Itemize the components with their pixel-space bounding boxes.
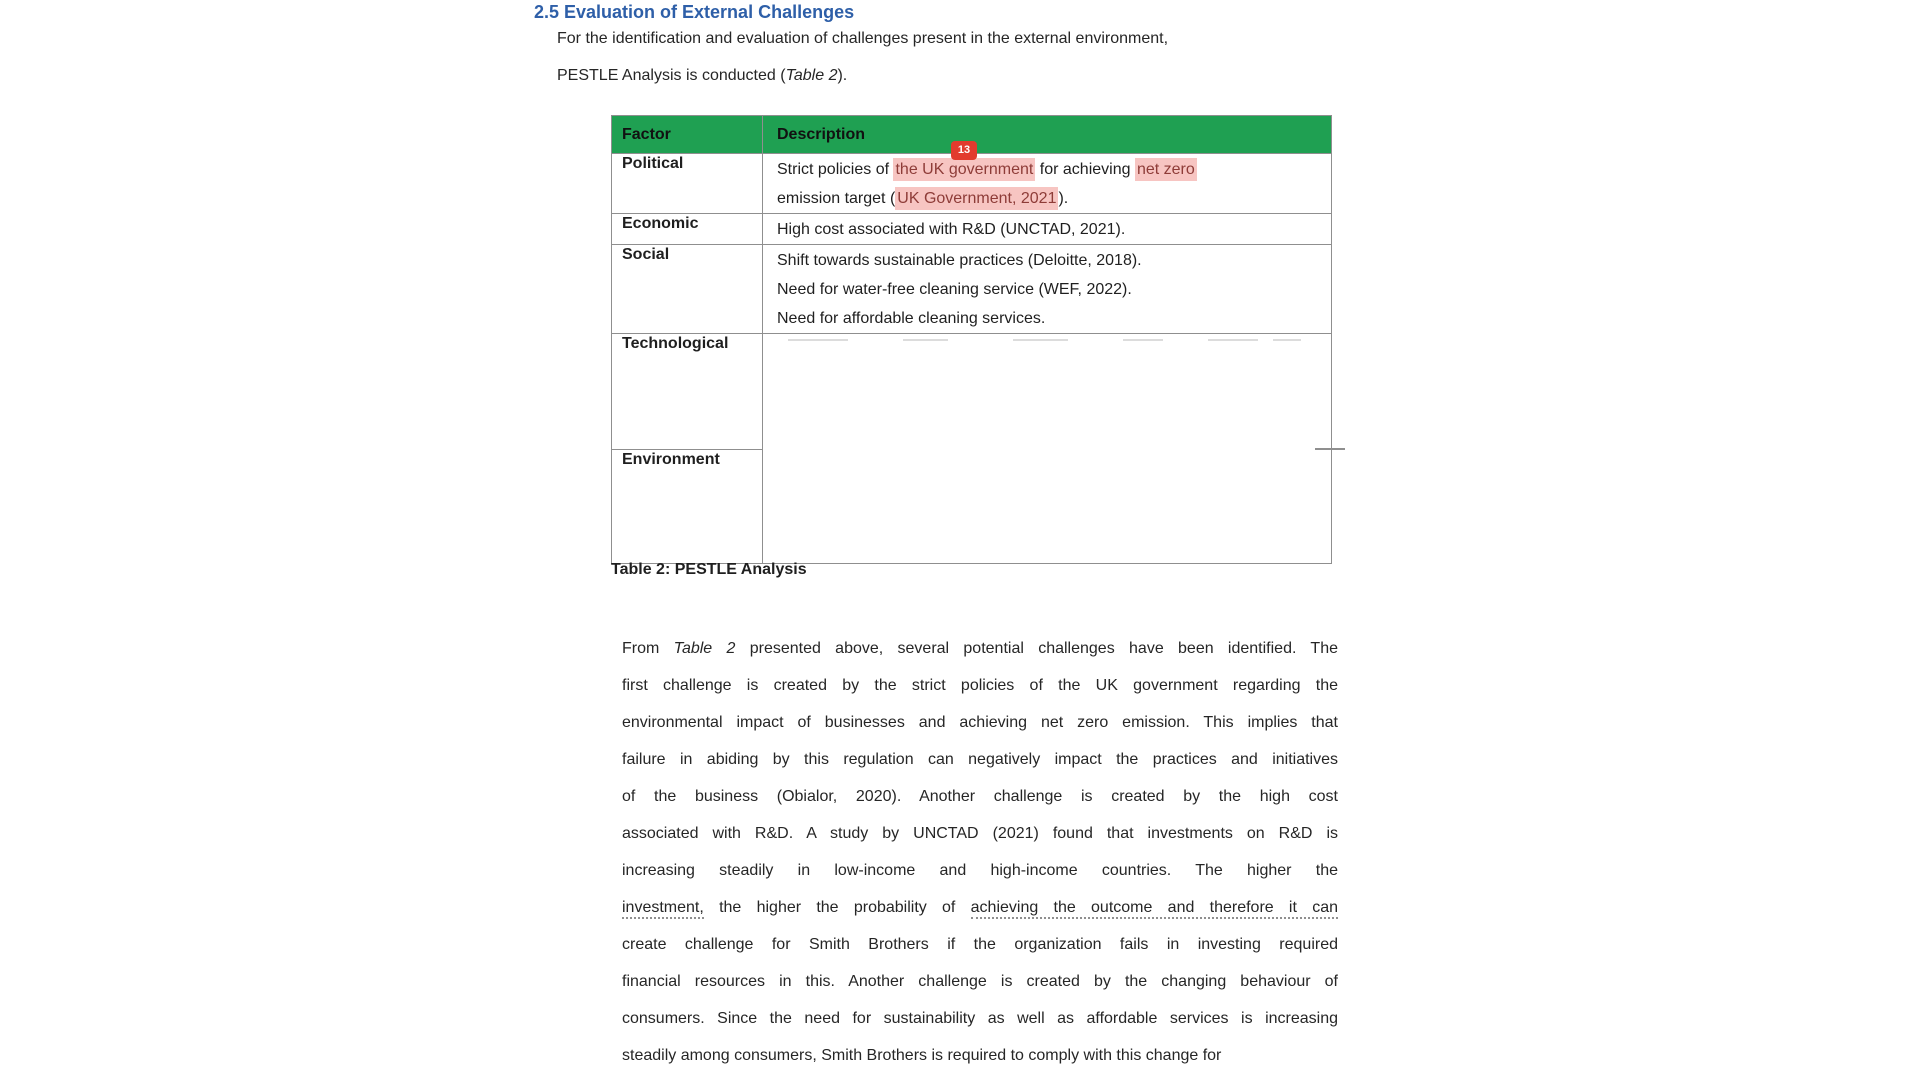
table-row [612,214,1332,245]
proofing-underline-text: investment, [622,899,704,919]
intro-line-1: For the identification and evaluation of challenges present in the external environment, [557,30,1169,47]
erased-text-remnant [903,339,948,341]
paragraph-line [622,778,1338,815]
factor-cell: Environment [612,450,763,564]
proofing-underline-text: achieving the outcome and therefore it can [971,899,1338,919]
paragraph-text: financial resources in this. Another challenge is created by the changing behaviour of [622,973,1338,990]
erased-text-remnant [1013,339,1068,341]
factor-cell: Economic [612,214,763,245]
description-text: Need for affordable cleaning services. [777,310,1046,327]
comment-badge[interactable]: 13 [951,141,977,160]
intro-line-2-end: ). [837,67,848,84]
description-text: High cost associated with R&D (UNCTAD, 2021). [777,221,1126,238]
tracked-change-highlight: the UK government [893,158,1035,181]
erased-text-remnant [1123,339,1163,341]
tracked-change-highlight: UK Government, 2021 [895,187,1058,210]
paragraph-line [622,630,1338,667]
intro-line-2 [557,57,1168,94]
paragraph-text: of the business (Obialor, 2020). Another challenge is created by the high cost [622,788,1338,805]
body-paragraph [622,630,1338,1074]
description-line [777,275,1325,304]
description-line [777,155,1325,184]
pestle-table [611,115,1332,564]
paragraph-text: create challenge for Smith Brothers if the organization fails in investing required [622,936,1338,953]
factor-cell: Political [612,154,763,214]
intro-line-2-text: PESTLE Analysis is conducted ( [557,67,786,84]
description-text: Need for water-free cleaning service (WEF, 2022). [777,281,1132,298]
tracked-change-highlight: net zero [1135,158,1197,181]
paragraph-line [622,963,1338,1000]
erased-text-remnant [788,339,848,341]
paragraph-line [622,1000,1338,1037]
paragraph-text: the higher the probability of [703,899,971,916]
description-cell [763,214,1332,245]
paragraph-line [622,815,1338,852]
table-row [612,334,1332,450]
description-text: ). [1058,190,1069,207]
paragraph-text: From [622,640,674,657]
description-line [777,215,1325,244]
paragraph-text: steadily among consumers, Smith Brothers is required to comply with this change for [622,1047,1222,1064]
paragraph-line [622,1037,1338,1074]
section-heading: 2.5 Evaluation of External Challenges [534,2,855,22]
description-line [777,184,1325,213]
paragraph-text: environmental impact of businesses and achieving net zero emission. This implies that [622,714,1338,731]
description-text: Strict policies of [777,161,894,178]
paragraph-line [622,926,1338,963]
paragraph-text: first challenge is created by the strict policies of the UK government regarding the [622,677,1338,694]
intro-paragraph [557,20,1168,94]
erased-text-remnant [1208,339,1258,341]
paragraph-text: consumers. Since the need for sustainability as well as affordable services is increasing [622,1010,1338,1027]
paragraph-line [622,667,1338,704]
factor-cell: Technological [612,334,763,450]
description-cell [763,245,1332,334]
partial-row-border-tick [1315,448,1345,450]
paragraph-text: increasing steadily in low-income and high-income countries. The higher the [622,862,1338,879]
paragraph-text: presented above, several potential challenges have been identified. The [735,640,1338,657]
table-reference: Table 2 [673,640,736,657]
description-line [777,246,1325,275]
description-text: emission target ( [777,190,896,207]
paragraph-text: failure in abiding by this regulation can negatively impact the practices and initiatives [622,751,1338,768]
factor-cell: Social [612,245,763,334]
table-reference: Table 2 [785,67,838,84]
description-text: Shift towards sustainable practices (Deloitte, 2018). [777,252,1142,269]
table-header-factor: Factor [612,116,763,154]
table-caption: Table 2: PESTLE Analysis [611,561,807,578]
table-row [612,154,1332,214]
description-cell-empty [763,334,1332,564]
table-row [612,245,1332,334]
description-text: for achieving [1035,161,1135,178]
paragraph-line [622,889,1338,926]
table-header-description: Description [763,116,1332,154]
paragraph-line [622,704,1338,741]
erased-text-remnant [1273,339,1301,341]
paragraph-line [622,852,1338,889]
paragraph-line [622,741,1338,778]
paragraph-text: associated with R&D. A study by UNCTAD (2021) found that investments on R&D is [622,825,1338,842]
description-cell [763,154,1332,214]
description-line [777,304,1325,333]
